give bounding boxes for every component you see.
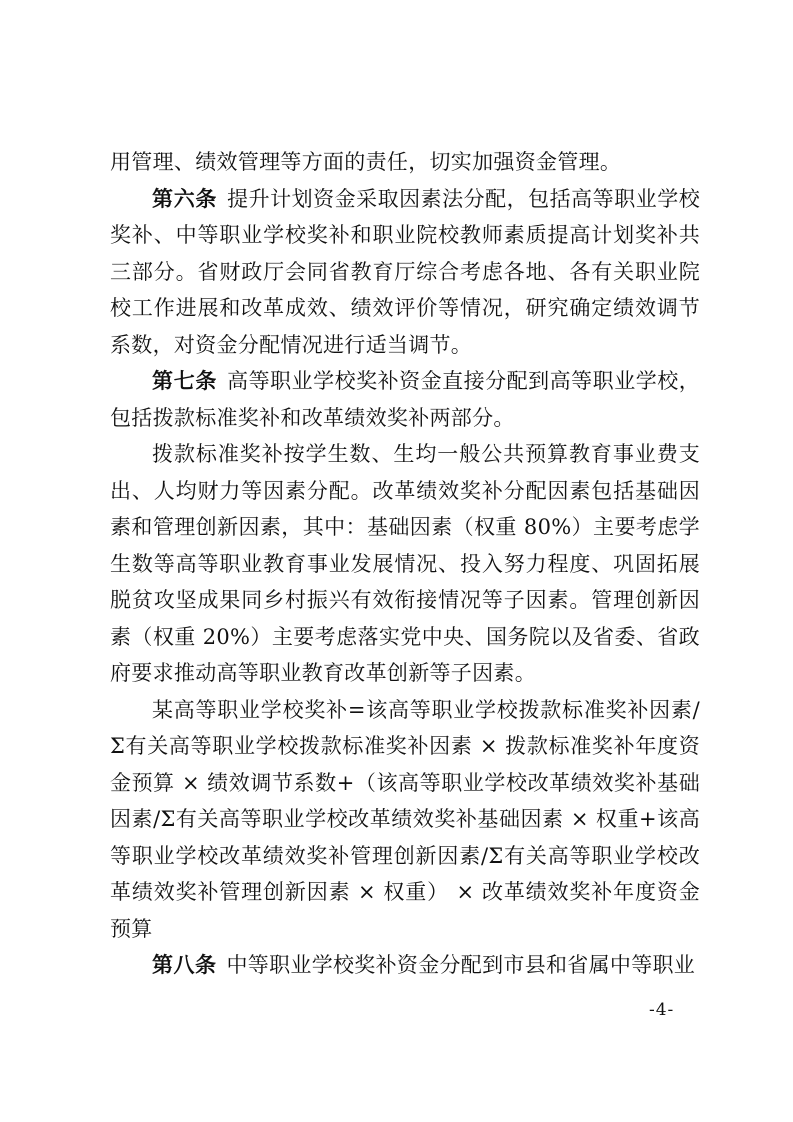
article-6-paragraph [110, 181, 700, 364]
article-8-text: 中等职业学校奖补资金分配到市县和省属中等职业 [226, 953, 696, 977]
paragraph-text: 用管理、绩效管理等方面的责任，切实加强资金管理。 [110, 150, 622, 174]
article-7-label: 第七条 [152, 369, 218, 393]
page-number: -4- [649, 1000, 675, 1020]
paragraph-text: 拨款标准奖补按学生数、生均一般公共预算教育事业费支出、人均财力等因素分配。改革绩效奖补分配因素包括基础因素和管理创新因素，其中：基础因素（权重 80%）主要考虑学生数等高等职业教育事业发展情况、投入努力程度、巩固拓展脱贫攻坚成果同乡村振兴有效衔接情况等子因素。管理创新因素（权重 20%）主要考虑落实党中央、国务院以及省委、省政府要求推动高等职业教育改革创新等子因素。 [110, 442, 700, 685]
article-6-label: 第六条 [152, 186, 218, 211]
formula-paragraph [110, 692, 700, 948]
article-8-paragraph [110, 947, 700, 984]
article-6-text: 提升计划资金采取因素法分配，包括高等职业学校奖补、中等职业学校奖补和职业院校教师素质提高计划奖补共三部分。省财政厅会同省教育厅综合考虑各地、各有关职业院校工作进展和改革成效、绩效评价等情况，研究确定绩效调节系数，对资金分配情况进行适当调节。 [110, 186, 701, 357]
article-7-text: 高等职业学校奖补资金直接分配到高等职业学校，包括拨款标准奖补和改革绩效奖补两部分。 [110, 369, 701, 430]
article-7-paragraph [110, 363, 700, 436]
paragraph-continuation [110, 144, 700, 181]
allocation-factors-paragraph [110, 436, 700, 692]
document-body [110, 144, 700, 984]
formula-text: 某高等职业学校奖补=该高等职业学校拨款标准奖补因素/Σ有关高等职业学校拨款标准奖补因素 × 拨款标准奖补年度资金预算 × 绩效调节系数+（该高等职业学校改革绩效奖补基础因素/Σ有关高等职业学校改革绩效奖补基础因素 × 权重+该高等职业学校改革绩效奖补管理创新因素/Σ有关高等职业学校改革绩效奖补管理创新因素 × 权重） × 改革绩效奖补年度资金预算 [110, 697, 700, 941]
article-8-label: 第八条 [152, 953, 217, 977]
